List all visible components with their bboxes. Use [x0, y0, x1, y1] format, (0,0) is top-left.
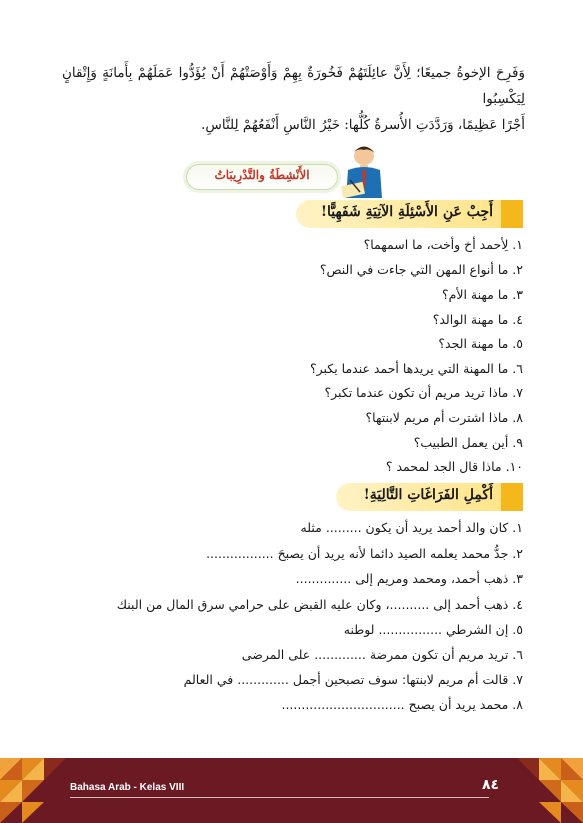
- question-item: ٤. ما مهنة الوالد؟: [432, 312, 523, 327]
- question-item: ٨. ماذا اشترت أم مريم لابنتها؟: [365, 410, 523, 425]
- fill-item: ٦. تريد مريم أن تكون ممرضة ............. على المرضى: [241, 647, 523, 662]
- intro-line-1: وَفَرِحَ الإخوةُ جميعًا؛ لِأَنَّ عائِلَتَهُمْ فَخُورَةٌ بِهِمْ وَأَوْصَتْهُمْ أَنْ يُؤَدُّوا عَمَلَهُمْ بِأَمانَةٍ وَإِتْقانٍ لِيَكْسِبُوا: [62, 65, 525, 107]
- intro-line-2: أَجْرًا عَظِيمًا، وَرَدَّدَتِ الأُسرةُ كُلُّها: خَيْرُ النَّاسِ أَنْفَعُهُمْ لِلنَّاسِ.: [201, 117, 525, 133]
- fill-item: ٥. إن الشرطي ................ لوطنه: [343, 622, 523, 637]
- section2-tag: [501, 483, 523, 511]
- fill-item: ٤. ذهب أحمد إلى ..........، وكان عليه القبض على حرامي سرق المال من البنك: [116, 597, 523, 612]
- section1-tag: [501, 200, 523, 228]
- section1-title: أَجِبْ عَنِ الأَسْئِلَةِ الآتِيَةِ شَفَهِيًّا!: [320, 204, 493, 220]
- activities-banner: [186, 160, 396, 190]
- intro-paragraph: [62, 60, 525, 138]
- section2-heading: [336, 483, 523, 511]
- question-item: ٥. ما مهنة الجد؟: [438, 336, 523, 351]
- activities-pill: [186, 164, 338, 190]
- question-item: ٦. ما المهنة التي يريدها أحمد عندما يكبر؟: [309, 361, 523, 376]
- footer-label: Bahasa Arab - Kelas VIII: [70, 782, 185, 793]
- question-item: ٣. ما مهنة الأم؟: [441, 287, 523, 302]
- activities-label: الأَنْشِطَةُ والتَّدْرِيبَاتُ: [214, 168, 310, 182]
- fill-item: ٢. جدُّ محمد يعلمه الصيد دائما لأنه يريد أن يصبحَ .................: [206, 546, 523, 561]
- footer-rule: [70, 797, 489, 798]
- question-item: ١٠. ماذا قال الجد لمحمد ؟: [385, 459, 523, 474]
- student-writing-illustration: [338, 144, 386, 198]
- question-item: ٩. أين يعمل الطبيب؟: [413, 435, 523, 450]
- fill-item: ١. كان والد أحمد يريد أن يكون ......... مثله: [300, 520, 523, 535]
- fill-item: ٧. قالت أم مريم لابنتها: سوف تصبحين أجمل ............. في العالم: [183, 672, 523, 687]
- section1-heading: [296, 200, 523, 228]
- section2-title: أَكْمِلِ الفَرَاغَاتِ التَّالِيَةِ!: [363, 487, 493, 503]
- fill-item: ٨. محمد يريد أن يصبح ...............................: [281, 697, 523, 712]
- page-number: ٨٤: [482, 777, 500, 793]
- question-item: ٧. ماذا تريد مريم أن تكون عندما تكبر؟: [324, 385, 523, 400]
- question-item: ١. لِأحمد أخ وأخت، ما اسمهما؟: [363, 237, 523, 252]
- question-item: ٢. ما أنواع المهن التي جاءت في النص؟: [319, 262, 523, 277]
- fill-item: ٣. ذهب أحمد، ومحمد ومريم إلى ..............: [295, 571, 523, 586]
